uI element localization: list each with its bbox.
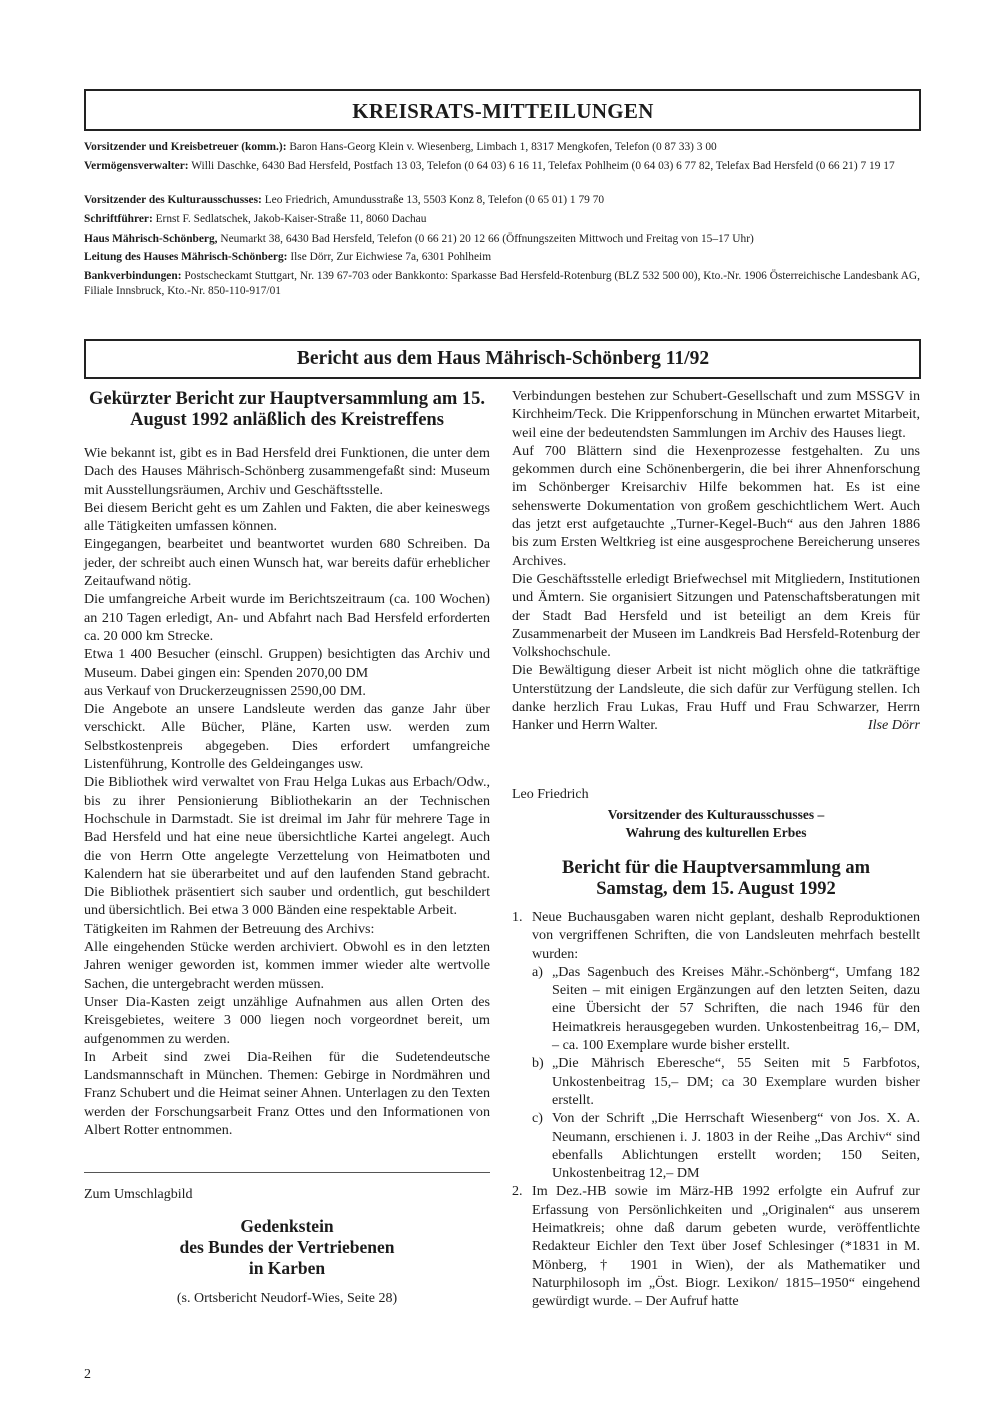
list-text: „Das Sagenbuch des Kreises Mähr.-Schönberg“, Umfang 182 Seiten – mit einigen Ergänzungen auf den letzten Seiten, dazu eine Übersicht der 57 Schriften, die nach 1946 für den Heimatkreis herausgegeben wurden. Unkostenbeitrag 16,– DM, – ca. 100 Exemplare wurde bisher erstellt. (552, 963, 920, 1054)
umschlag-title-line: Gedenkstein (240, 1216, 334, 1236)
info-text: Ilse Dörr, Zur Eichwiese 7a, 6301 Pohlheim (287, 251, 492, 263)
paragraph: In Arbeit sind zwei Dia-Reihen für die Sudetendeutsche Landsmannschaft in München. Themen: Gebirge in Nordmähren und Franz Schubert und die Heimat seiner Ahnen. Unterlagen zu den Texten werden der Forschungsarbeit Franz Ottes und den Informationen von Albert Rotter entnommen. (84, 1048, 490, 1138)
list-text: „Die Mährisch Eberesche“, 55 Seiten mit 5 Farbfotos, Unkostenbeitrag 15,– DM; ca 30 Exemplare wurden bisher erstellt. (552, 1055, 920, 1108)
paragraph: Unser Dia-Kasten zeigt unzählige Aufnahmen aus allen Orten des Kreisgebietes, weitere 3 000 liegen noch vorgeordnet bereit, um aufgenommen zu werden. (84, 993, 490, 1047)
list-number: b) (532, 1055, 544, 1072)
umschlag-title-line: in Karben (248, 1258, 326, 1278)
info-label: Bankverbindungen: (84, 270, 182, 282)
paragraph: Wie bekannt ist, gibt es in Bad Hersfeld drei Funktionen, die unter dem Dach des Hauses Mährisch-Schönberg zusammengefaßt sind: Museum mit Ausstellungsräumen, Archiv und Geschäftsstelle. (84, 445, 490, 498)
info-text: Willi Daschke, 6430 Bad Hersfeld, Postfach 13 03, Telefon (0 64 03) 6 16 11, Telefax Pohlheim (0 64 03) 6 77 82, Telefax Bad Hersfeld (0 66 21) 7 19 17 (188, 160, 895, 172)
list-item (512, 1054, 920, 1109)
article2-list (512, 908, 920, 1311)
info-line-vorsitzender (84, 140, 924, 155)
title-line: Bericht für die Hauptversammlung am (562, 858, 870, 878)
info-line-leitung (84, 250, 924, 265)
info-line-schriftfuehrer (84, 212, 924, 227)
list-text: Neue Buchausgaben waren nicht geplant, deshalb Reproduktionen von vergriffenen Schriften, die von Landsleuten mehrfach bestellt wurden: (532, 909, 920, 962)
info-label: Vorsitzender und Kreisbetreuer (komm.): (84, 141, 287, 153)
role-line: Wahrung des kulturellen Erbes (625, 825, 807, 840)
info-label: Leitung des Hauses Mährisch-Schönberg: (84, 251, 288, 263)
article2-author: Leo Friedrich (512, 787, 589, 802)
paragraph: Auf 700 Blättern sind die Hexenprozesse festgehalten. Zu uns gekommen durch eine Schönenbergerin, die bei ihrer Ahnenforschung im Schönberger Kreisarchiv Hilfe bekommen hat. Es ist eine sehenswerte Dokumentation von großem geschichtlichem Wert. Auch das jetzt erst aufgetauchte „Turner-Kegel-Buch“ aus den Jahren 1886 bis zum Ersten Weltkrieg ist eine ausgesprochene Bereicherung unseres Archives. (512, 442, 920, 569)
list-item (512, 963, 920, 1054)
kreisrat-header-box (84, 89, 920, 131)
list-item (512, 1182, 920, 1310)
info-line-kultur (84, 193, 924, 208)
paragraph: Die Geschäftsstelle erledigt Briefwechsel mit Mitgliedern, Institutionen und Ämtern. Sie organisiert Sitzungen und Patenschaftsberatungen mit der Stadt Bad Hersfeld und ist beteiligt an dem Kreis für Zusammenarbeit der Museen im Landkreis Bad Hersfeld-Rotenburg der Volkshochschule. (512, 570, 920, 661)
list-item (512, 908, 920, 963)
info-line-vermoegen (84, 159, 924, 174)
info-line-bank (84, 269, 924, 299)
signature: Ilse Dörr (867, 717, 920, 734)
paragraph: Tätigkeiten im Rahmen der Betreuung des Archivs: (84, 920, 375, 937)
article2-role (512, 806, 920, 842)
umschlag-note: (s. Ortsbericht Neudorf-Wies, Seite 28) (176, 1291, 398, 1306)
info-label: Vermögensverwalter: (84, 160, 189, 172)
list-number: 2. (512, 1183, 523, 1200)
info-text: Postscheckamt Stuttgart, Nr. 139 67-703 oder Bankkonto: Sparkasse Bad Hersfeld-Rotenburg (BLZ 532 500 00), Kto.-Nr. 1906 Österreichische Landesbank AG, Filiale Innsbruck, Kto.-Nr. 850-110-917/01 (84, 270, 920, 297)
paragraph: Etwa 1 400 Besucher (einschl. Gruppen) besichtigten das Archiv und Museum. Dabei gingen ein: Spenden 2070,00 DM (84, 646, 490, 681)
paragraph: Alle eingehenden Stücke werden archiviert. Obwohl es in den letzten Jahren weniger geworden ist, kommen immer wieder alte wertvolle Sachen, die untergebracht werden müssen. (84, 939, 490, 992)
info-text: Baron Hans-Georg Klein v. Wiesenberg, Limbach 1, 8317 Mengkofen, Telefon (0 87 33) 3 00 (286, 141, 717, 153)
paragraph: Die Angebote an unsere Landsleute werden das ganze Jahr über verschickt. Alle Bücher, Pläne, Karten usw. werden zum Selbstkostenpreis abgegeben. Dies erfordert umfangreiche Listenführung, Kontrolle des Geldeinganges usw. (84, 701, 490, 773)
paragraph: aus Verkauf von Druckerzeugnissen 2590,00 DM. (84, 682, 366, 699)
title-line: Samstag, dem 15. August 1992 (596, 879, 836, 899)
list-text: Von der Schrift „Die Herrschaft Wiesenberg“ von Jos. X. A. Neumann, erschienen i. J. 1803 in der Reihe „Das Archiv“ sind ebenfalls Ablichtungen erstellt worden; 150 Seiten, Unkostenbeitrag 12,– DM (552, 1110, 920, 1182)
role-line: Vorsitzender des Kulturausschusses – (607, 807, 825, 822)
paragraph: Eingegangen, bearbeitet und beantwortet wurden 680 Schreiben. Da jeder, der schreibt auch einen Wunsch hat, war bereits dafür erheblicher Zeitaufwand nötig. (84, 536, 490, 590)
paragraph: Bei diesem Bericht geht es um Zahlen und Fakten, die aber keineswegs alle Tätigkeiten umfassen können. (84, 499, 490, 535)
list-number: 1. (512, 909, 523, 925)
info-text: Ernst F. Sedlatschek, Jakob-Kaiser-Straße 11, 8060 Dachau (152, 213, 427, 225)
bericht-header-title: Bericht aus dem Haus Mährisch-Schönberg 11/92 (296, 348, 710, 369)
article2-title (512, 858, 920, 900)
article1-right-column (512, 387, 920, 735)
paragraph: Die Bibliothek wird verwaltet von Frau Helga Lukas aus Erbach/Odw., bis zu ihrer Pensionierung Bibliothekarin an der Technischen Hochschule in Darmstadt. Sie ist dreimal im Jahr für mehrere Tage in Bad Hersfeld und hat eine neue übersichtliche Kartei angelegt. Auch die von Herrn Otte angelegte Verzettelung von Heimatboten und Kalendern hat sie überarbeitet und auf den laufenden Stand gebracht. Die Bibliothek präsentiert sich sauber und ordentlich, gut beschildert und übersichtlich. Bei etwa 3 000 Bänden eine respektable Arbeit. (84, 774, 490, 919)
section-divider (84, 1172, 490, 1173)
paragraph: Verbindungen bestehen zur Schubert-Gesellschaft und zum MSSGV in Kirchheim/Teck. Die Krippenforschung in München erwartet Mitarbeit, weil eine der bedeutendsten Sammlungen im Archiv des Hauses liegt. (512, 388, 920, 441)
list-number: a) (532, 963, 543, 980)
paragraph: Die umfangreiche Arbeit wurde im Berichtszeitraum (ca. 100 Wochen) an 210 Tagen erledigt, An- und Abfahrt nach Bad Hersfeld erforderten ca. 20 000 km Strecke. (84, 591, 490, 644)
kreisrat-title: KREISRATS-MITTEILUNGEN (352, 99, 654, 123)
umschlag-title-line: des Bundes der Vertriebenen (179, 1237, 395, 1257)
list-number: c) (532, 1110, 543, 1127)
list-text: Im Dez.-HB sowie im März-HB 1992 erfolgte ein Aufruf zur Erfassung von Persönlichkeiten und „Originalen“ aus unserem Heimatkreis; ohne daß darum gebeten wurde, veröffentlichte Redakteur Eichler den Text über Josef Schlesinger (*1831 in M. Mönberg, † 1901 in Wien), der als Mathematiker und Naturphilosoph im „Öst. Biogr. Lexikon/ 1815–1950“ eingehend gewürdigt wurde. – Der Aufruf hatte (532, 1183, 920, 1310)
info-text: Neumarkt 38, 6430 Bad Hersfeld, Telefon (0 66 21) 20 12 66 (Öffnungszeiten Mittwoch und Freitag von 15–17 Uhr) (217, 233, 754, 245)
paragraph (512, 661, 920, 734)
info-line-haus (84, 232, 924, 247)
umschlag-label: Zum Umschlagbild (84, 1187, 193, 1202)
info-text: Leo Friedrich, Amundusstraße 13, 5503 Konz 8, Telefon (0 65 01) 1 79 70 (261, 194, 605, 206)
closing-text: Die Bewältigung dieser Arbeit ist nicht möglich ohne die tatkräftige Unterstützung der Landsleute, die sich dafür zur Verfügung stellen. Ich danke herzlich Frau Lukas, Frau Huff und Frau Schwarzer, Herrn Hanker und Herrn Walter. (512, 662, 920, 734)
bericht-header-box (84, 339, 920, 379)
article1-title: Gekürzter Bericht zur Hauptversammlung am 15. August 1992 anläßlich des Kreistreffens (89, 389, 485, 430)
info-label: Haus Mährisch-Schönberg, (84, 233, 218, 245)
info-label: Vorsitzender des Kulturausschusses: (84, 194, 262, 206)
info-label: Schriftführer: (84, 213, 153, 225)
umschlag-title (84, 1216, 490, 1279)
page-number: 2 (84, 1367, 91, 1382)
article1-left-column (84, 444, 490, 1139)
list-item (512, 1109, 920, 1182)
